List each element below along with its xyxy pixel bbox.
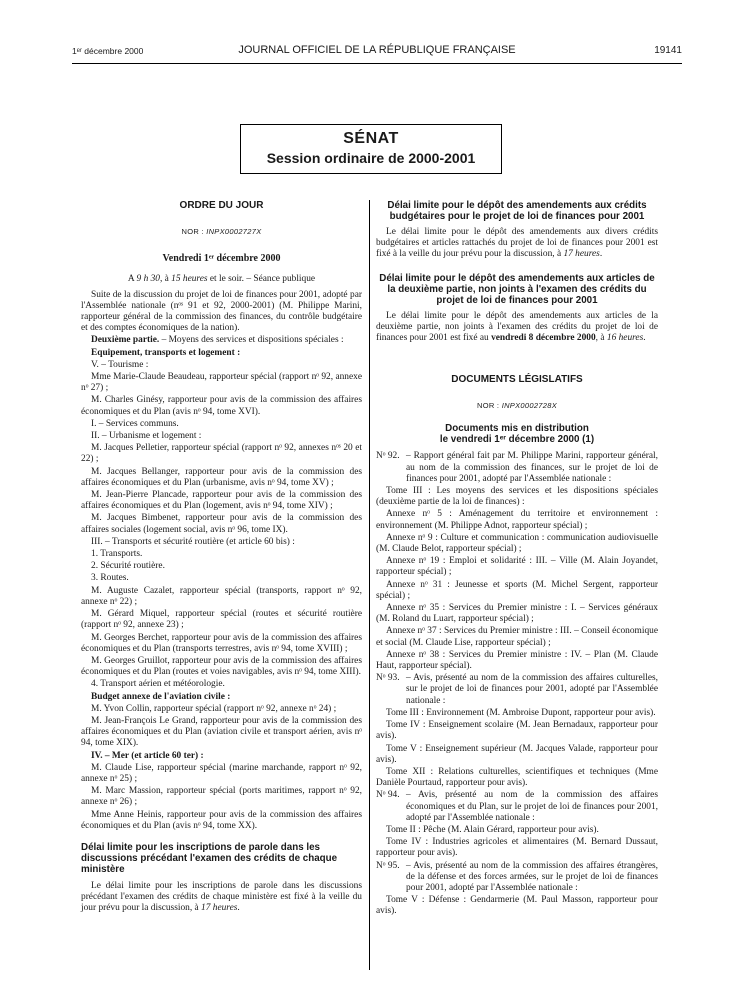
banner-title: SÉNAT	[343, 130, 399, 147]
delai-credits-heading: Délai limite pour le dépôt des amendements aux crédits budgétaires pour le projet de loi de finances pour 2001	[387, 200, 647, 222]
doc-text: – Avis, présenté au nom de la commission des affaires étrangères, de la défense et des forces armées, sur le projet de loi de finances pour 2001, adopté par l'Assemblée nationale :	[406, 860, 658, 893]
hours-b: 9 h 30	[136, 274, 160, 285]
agenda-item: M. Auguste Cazalet, rapporteur spécial (transports, rapport nᵒ 92, annexe nᵒ 22) ;	[81, 585, 362, 607]
hours-c: , à	[159, 274, 172, 285]
agenda-item: M. Jean-François Le Grand, rapporteur pour avis de la commission des affaires économiques et du Plan (aviation civile et transport aérien, avis nᵒ 94, tome XIX).	[81, 715, 362, 749]
document-subitem: Tome V : Défense : Gendarmerie (M. Paul Masson, rapporteur pour avis).	[376, 895, 658, 917]
doc-number: Nᵒ 95.	[376, 860, 400, 871]
section-mer: IV. – Mer (et article 60 ter) :	[91, 750, 204, 761]
agenda-item: II. – Urbanisme et logement :	[91, 431, 202, 442]
day-heading: Vendredi 1ᵉʳ décembre 2000	[162, 253, 281, 265]
document-subitem: Tome IV : Enseignement scolaire (M. Jean Bernadaux, rapporteur pour avis).	[376, 720, 658, 742]
document-subitem: Annexe nᵒ 37 : Services du Premier ministre : III. – Conseil économique et social (M. Claude Lise, rapporteur spécial) ;	[376, 626, 658, 648]
nor-line	[81, 226, 362, 237]
right-column	[376, 200, 658, 919]
journal-title: JOURNAL OFFICIEL DE LA RÉPUBLIQUE FRANÇAISE	[238, 44, 516, 56]
document-subitem: Annexe nᵒ 19 : Emploi et solidarité : III. – Ville (M. Alain Joyandet, rapporteur spécial) ;	[376, 556, 658, 578]
p1-b: 17 heures	[563, 249, 600, 260]
agenda-item: 4. Transport aérien et météorologie.	[91, 679, 225, 690]
senat-banner	[240, 124, 502, 174]
agenda-item: M. Charles Ginésy, rapporteur pour avis de la commission des affaires économiques et du Plan (avis nᵒ 94, tome XVI).	[81, 395, 362, 417]
p2-b: vendredi 8 décembre 2000	[491, 333, 596, 344]
delai-b: 17 heures	[201, 903, 238, 914]
p1-c: .	[599, 249, 603, 260]
hours-d: 15 heures	[171, 274, 208, 285]
doc-text: – Avis, présenté au nom de la commission des affaires économiques et du Plan, sur le projet de loi de finances pour 2001, adopté par l'Assemblée nationale :	[406, 790, 658, 823]
hours-line	[81, 274, 362, 285]
document-subitem: Annexe nᵒ 5 : Aménagement du territoire et environnement : environnement (M. Philippe Adnot, rapporteur spécial) ;	[376, 509, 658, 531]
intro-paragraph: Suite de la discussion du projet de loi de finances pour 2001, adopté par l'Assemblée nationale (nᵒˢ 91 et 92, 2000-2001) (M. Philippe Marini, rapporteur général de la commission des finances, du contrôle budgétaire et des comptes économiques de la nation).	[81, 289, 362, 334]
agenda-item: M. Jacques Bellanger, rapporteur pour avis de la commission des affaires économiques et du Plan (urbanisme, avis nᵒ 94, tome XV) ;	[81, 466, 362, 488]
p2-d: 16 heures	[606, 333, 644, 344]
delai-c: .	[237, 903, 240, 914]
agenda-item: V. – Tourisme :	[91, 359, 149, 370]
nor-line-right	[376, 400, 658, 411]
items-list-2	[81, 704, 362, 750]
document-94-subitems	[376, 825, 658, 860]
ordre-du-jour-heading: ORDRE DU JOUR	[179, 200, 264, 211]
agenda-item: M. Georges Gruillot, rapporteur pour avis de la commission des affaires économiques et du Plan (routes et voies navigables, avis nᵒ 94, tome XIII).	[81, 655, 362, 678]
docs-subheading-2: le vendredi 1ᵉʳ décembre 2000 (1)	[439, 434, 595, 446]
nor-label: NOR :	[181, 227, 207, 236]
p2-a: Le délai limite pour le dépôt des amendements aux articles de la deuxième partie, non joints à l'examen des crédits du projet de loi de finances pour 2001 est fixé au	[376, 310, 658, 344]
document-subitem: Annexe nᵒ 9 : Culture et communication : communication audiovisuelle (M. Claude Belot, rapporteur spécial) ;	[376, 532, 658, 555]
agenda-item: Mme Anne Heinis, rapporteur pour avis de la commission des affaires économiques et du Plan (avis nᵒ 94, tome XX).	[81, 809, 362, 831]
agenda-item: I. – Services communs.	[91, 418, 179, 429]
nor-label-right: NOR :	[476, 401, 502, 411]
part-bold: Deuxième partie.	[91, 335, 160, 346]
p2-c: , à	[595, 333, 607, 344]
page-number: 19141	[654, 45, 682, 56]
delai-credits-text	[376, 227, 658, 261]
delai-inscriptions-text	[81, 881, 362, 915]
header-rule	[72, 63, 682, 64]
nor-code: INPX0002727X	[206, 227, 262, 236]
agenda-item: M. Claude Lise, rapporteur spécial (marine marchande, rapport nᵒ 92, annexe nᵒ 25) ;	[81, 762, 362, 784]
doc-text: – Avis, présenté au nom de la commission des affaires culturelles, sur le projet de loi de finances pour 2001, adopté par l'Assemblée nationale :	[406, 673, 658, 706]
agenda-item: 2. Sécurité routière.	[91, 561, 165, 572]
agenda-item: 3. Routes.	[91, 573, 129, 584]
column-separator	[369, 200, 370, 970]
document-subitem: Tome III : Environnement (M. Ambroise Dupont, rapporteur pour avis).	[386, 707, 656, 718]
nor-code-right: INPX0002728X	[501, 401, 558, 411]
document-subitem: Tome III : Les moyens des services et les dispositions spéciales (deuxième partie de la loi de finances) :	[376, 486, 658, 508]
p2-e: .	[643, 333, 646, 344]
p1-a: Le délai limite pour le dépôt des amendements aux divers crédits budgétaires et articles rattachés du projet de loi de finances pour 2001 est fixé à la veille du jour prévu pour la discussion, à	[376, 227, 658, 260]
document-subitem: Annexe nᵒ 38 : Services du Premier ministre : IV. – Plan (M. Claude Haut, rapporteur spécial).	[376, 649, 658, 672]
documents-legislatifs-heading: DOCUMENTS LÉGISLATIFS	[451, 374, 583, 386]
agenda-item: III. – Transports et sécurité routière (et article 60 bis) :	[91, 536, 295, 547]
doc-text: – Rapport général fait par M. Philippe Marini, rapporteur général, au nom de la commission des finances, sur le projet de loi de finances pour 2001, adopté par l'Assemblée nationale :	[406, 451, 658, 484]
document-subitem: Tome XII : Relations culturelles, scientifiques et techniques (Mme Danièle Pourtaud, rapporteur pour avis).	[376, 766, 658, 789]
doc-number: Nᵒ 94.	[376, 790, 400, 801]
hours-e: et le soir. – Séance publique	[207, 274, 316, 285]
section-aviation: Budget annexe de l'aviation civile :	[91, 691, 231, 702]
document-subitem: Annexe nᵒ 35 : Services du Premier ministre : I. – Services généraux (M. Roland du Luart, rapporteur spécial) ;	[376, 603, 658, 625]
agenda-item: 1. Transports.	[91, 549, 143, 560]
items-list-3	[81, 763, 362, 832]
delai-articles-heading: Délai limite pour le dépôt des amendements aux articles de la deuxième partie, non joints à l'examen des crédits du projet de loi de finances pour 2001	[379, 272, 655, 306]
doc-number: Nᵒ 93.	[376, 673, 400, 684]
agenda-item: M. Jacques Pelletier, rapporteur spécial (rapport nᵒ 92, annexes nᵒˢ 20 et 22) ;	[81, 443, 362, 465]
delai-articles-text	[376, 311, 658, 345]
banner-subtitle: Session ordinaire de 2000-2001	[266, 150, 476, 166]
agenda-item: Mme Marie-Claude Beaudeau, rapporteur spécial (rapport nᵒ 92, annexe nᵒ 27) ;	[81, 372, 362, 394]
agenda-item: M. Yvon Collin, rapporteur spécial (rapport nᵒ 92, annexe nᵒ 24) ;	[91, 703, 337, 714]
document-subitem: Tome II : Pêche (M. Alain Gérard, rapporteur pour avis).	[386, 824, 599, 835]
agenda-item: M. Gérard Miquel, rapporteur spécial (routes et sécurité routière (rapport nᵒ 92, annexe 23) ;	[81, 609, 362, 631]
document-95	[376, 861, 658, 895]
agenda-item: M. Jean-Pierre Plancade, rapporteur pour avis de la commission des affaires économiques et du Plan (logement, avis nᵒ 94, tome XIV) ;	[81, 490, 362, 512]
agenda-item: M. Georges Berchet, rapporteur pour avis de la commission des affaires économiques et du Plan (transports terrestres, avis nᵒ 94, tome XVIII) ;	[81, 632, 362, 654]
left-column	[81, 200, 362, 916]
delai-inscriptions-heading: Délai limite pour les inscriptions de parole dans les discussions précédant l'examen des crédits de chaque ministère	[81, 841, 338, 875]
document-93-subitems	[376, 708, 658, 789]
document-92	[376, 451, 658, 485]
agenda-item: M. Jacques Bimbenet, rapporteur pour avis de la commission des affaires sociales (logement social, avis nᵒ 96, tome IX).	[81, 513, 362, 535]
document-92-subitems	[376, 486, 658, 672]
header-date: 1ᵉʳ décembre 2000	[72, 46, 144, 56]
agenda-item: M. Marc Massion, rapporteur spécial (ports maritimes, rapport nᵒ 92, annexe nᵒ 26) ;	[81, 786, 362, 808]
docs-subheading-1: Documents mis en distribution	[445, 423, 589, 435]
document-94	[376, 790, 658, 824]
hours-a: A	[127, 274, 137, 285]
document-subitem: Tome IV : Industries agricoles et alimentaires (M. Bernard Dussaut, rapporteur pour avis).	[376, 837, 658, 859]
running-header	[72, 44, 682, 60]
document-95-subitems	[376, 895, 658, 917]
document-subitem: Tome V : Enseignement supérieur (M. Jacques Valade, rapporteur pour avis).	[376, 743, 658, 765]
doc-number: Nᵒ 92.	[376, 451, 400, 462]
document-93	[376, 673, 658, 707]
part-line	[81, 335, 362, 346]
items-list-1	[81, 360, 362, 691]
document-subitem: Annexe nᵒ 31 : Jeunesse et sports (M. Michel Sergent, rapporteur spécial) ;	[376, 579, 658, 601]
section-equipement: Equipement, transports et logement :	[91, 347, 241, 358]
delai-a: Le délai limite pour les inscriptions de parole dans les discussions précédant l'examen des crédits de chaque ministère est fixé à la veille du jour prévu pour la discussion, à	[81, 880, 362, 914]
part-rest: – Moyens des services et dispositions spéciales :	[159, 335, 344, 346]
